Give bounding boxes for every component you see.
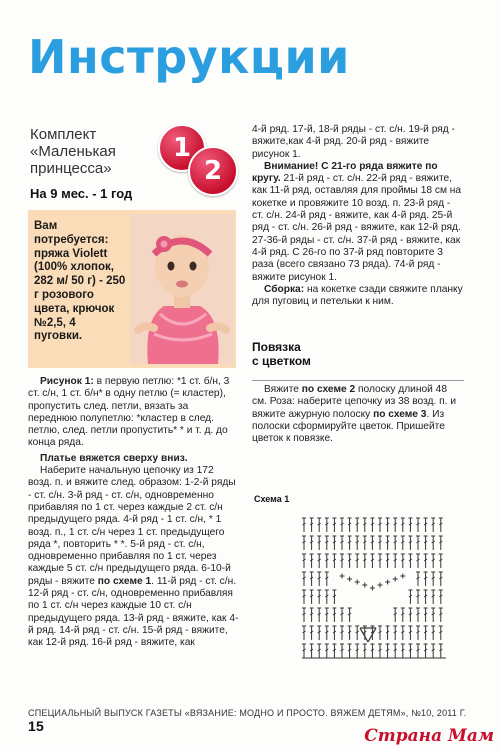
dress-text-end: . 11-й ряд - ст. с/н. 12-й ряд - ст. с/н, одновременно прибавляя по 1 ст. с/н через каждые 10 ст. с/н предыдущего ряда. 13-й ряд - вяжите, как 4-й ряд. 14-й ряд - ст. с/н. 15-й ряд - вяжите, как 12-й ряд. 16-й ряд - вяжите, как — [28, 575, 239, 649]
dress-heading: Платье вяжется сверху вниз. — [40, 452, 188, 464]
badge-one: 1 — [158, 124, 206, 172]
assembly-label: Сборка: — [264, 283, 305, 295]
bandage-text-block — [252, 384, 464, 445]
site-watermark: Страна Мам — [364, 726, 494, 746]
kit-line-3: принцесса» — [30, 160, 112, 177]
dress-scheme-ref: по схеме 1 — [97, 575, 152, 587]
footer-text: СПЕЦИАЛЬНЫЙ ВЫПУСК ГАЗЕТЫ «ВЯЗАНИЕ: МОДНО И ПРОСТО. ВЯЖЕМ ДЕТЯМ», №10, 2011 Г. — [28, 708, 467, 718]
age-range: На 9 мес. - 1 год — [30, 186, 133, 201]
page-title: Инструкции — [28, 30, 350, 84]
bandage-scheme-2: по схеме 2 — [301, 384, 356, 395]
bandage-heading-line-2: с цветком — [252, 354, 311, 368]
scheme-label: Схема 1 — [254, 494, 290, 504]
baby-illustration — [130, 214, 234, 364]
paragraph-bandage — [252, 384, 464, 445]
assembly-text: на кокетке сзади свяжите планку для пуговиц и петельки к ним. — [252, 283, 463, 308]
paragraph-round — [252, 161, 464, 284]
baby-photo — [130, 214, 234, 364]
materials-box — [28, 210, 236, 368]
attention-note: Внимание! С 21-го ряда вяжите по кругу. — [252, 160, 438, 185]
dress-text: Наберите начальную цепочку из 172 возд. п. и вяжите след. образом: 1-2-й ряды - ст. с/н. 3-й ряд - ст. с/н, одновременно прибавляя по 1 ст. через каждые 2 ст. с/н предыдущего ряда. 4-й ряд - 1 ст. с/н, * 1 возд. п., 1 ст. с/н через 1 ст. предыдущего ряда *, повторить * *. 5-й ряд - ст. с/н, одновременно прибавляя по 1 ст. через каждые 5 ст. с/н предыдущего ряда. 6-10-й ряды - вяжите — [28, 465, 236, 587]
bandage-text-a: Вяжите — [264, 384, 302, 395]
materials-text: Вам потребуется: пряжа Violett (100% хлопок, 282 м/ 50 г) - 250 г розового цвета, крючок №2,5, 4 пуговки. — [34, 220, 126, 343]
badge-two: 2 — [188, 146, 238, 196]
bandage-text-b: полоску длиной 48 см. Роза: наберите цепочку из 38 возд. п. и вяжите ажурную полоску — [252, 384, 457, 420]
bandage-text-c: . Из полоски сформируйте цветок. Пришейте цветок к повязке. — [252, 408, 445, 445]
pattern-1-label: Рисунок 1: — [40, 376, 94, 387]
number-badges — [158, 124, 238, 194]
paragraph-rows-continued: 4-й ряд. 17-й, 18-й ряды - ст. с/н. 19-й ряд - вяжите,как 4-й ряд. 20-й ряд - вяжите рисунок 1. — [252, 124, 455, 160]
paragraph-dress — [28, 465, 240, 649]
kit-line-2: «Маленькая — [30, 143, 116, 160]
pattern-1-text: в первую петлю: *1 ст. б/н, 3 ст. с/н, 1 ст. б/н* в одну петлю (= кластер), пропустить след. петли, вязать за переднюю полупетлю: *кластер в след. петлю, след. петли пропустить* * и т. д. до конца ряда. — [28, 376, 230, 449]
page-number: 15 — [28, 718, 44, 734]
section-divider — [252, 380, 464, 381]
round-text: 21-й ряд - ст. с/н. 22-й ряд - вяжите, как 11-й ряд, оставляя для проймы 18 см на кокетке и провяжите 10 возд. п. 23-й ряд - ст. с/н. 24-й ряд - вяжите, как 4-й ряд. 25-й ряд - ст. с/н. 26-й ряд - вяжите, как 12-й ряд. 27-36-й ряды - ст. с/н. 37-й ряд - вяжите, как 4-й ряд. С 26-го по 37-й ряд повторите 3 раза (всего связано 73 ряда). 74-й ряд - вяжите рисунок 1. — [252, 173, 462, 283]
crochet-scheme-diagram — [300, 510, 450, 660]
paragraph-assembly — [252, 284, 464, 309]
bandage-heading — [252, 340, 311, 368]
column-left — [28, 376, 240, 650]
paragraph-pattern-1 — [28, 376, 240, 450]
bandage-scheme-3: по схеме 3 — [373, 408, 427, 420]
kit-line-1: Комплект — [30, 126, 97, 143]
column-right — [252, 124, 464, 308]
bandage-heading-line-1: Повязка — [252, 340, 301, 354]
